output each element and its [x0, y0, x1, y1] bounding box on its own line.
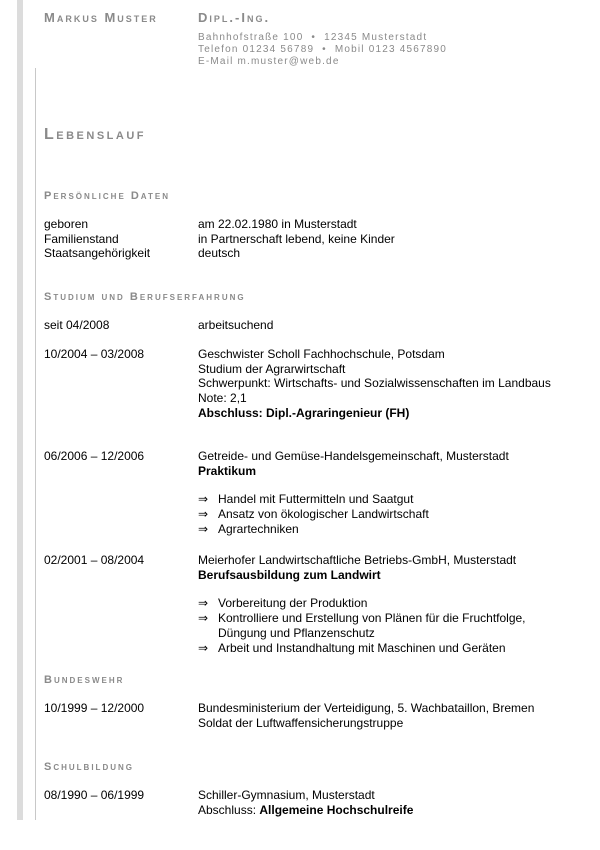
- arrow-icon: ⇒: [198, 596, 209, 611]
- task-list: [198, 596, 558, 655]
- military-line: Bundesministerium der Verteidigung, 5. Wachbataillon, Bremen: [198, 701, 535, 715]
- career-line: Studium der Agrarwirtschaft: [198, 361, 346, 376]
- task-item: ⇒ Vorbereitung der Produktion: [198, 596, 368, 611]
- military-period: 10/1999 – 12/2000: [44, 701, 145, 715]
- section-heading-military: Bundeswehr: [44, 674, 125, 686]
- military-line: Soldat der Luftwaffensicherungstruppe: [198, 715, 404, 730]
- personal-value: deutsch: [198, 246, 241, 261]
- school-degree: Abschluss: Allgemeine Hochschulreife: [198, 802, 414, 817]
- section-heading-personal: Persönliche Daten: [44, 190, 170, 202]
- contact-phone: Telefon 01234 56789 • Mobil 0123 4567890: [198, 44, 448, 55]
- arrow-icon: ⇒: [198, 640, 209, 655]
- personal-label: Staatsangehörigkeit: [44, 246, 151, 261]
- personal-value: am 22.02.1980 in Musterstadt: [198, 217, 357, 231]
- page-title: Lebenslauf: [44, 126, 146, 143]
- arrow-icon: ⇒: [198, 611, 209, 626]
- task-item: ⇒ Kontrolliere und Erstellung von Plänen für die Fruchtfolge, Düngung und Pflanzenschutz: [198, 611, 526, 640]
- career-role: Berufsausbildung zum Landwirt: [198, 567, 381, 582]
- career-role: Praktikum: [198, 463, 257, 478]
- task-item: ⇒ Arbeit und Instandhaltung mit Maschinen und Geräten: [198, 640, 506, 655]
- career-period: 06/2006 – 12/2006: [44, 449, 145, 463]
- applicant-name: Markus Muster: [44, 10, 158, 25]
- task-item: ⇒ Ansatz von ökologischer Landwirtschaft: [198, 507, 429, 522]
- career-degree: Abschluss: Dipl.-Agraringenieur (FH): [198, 405, 410, 420]
- task-list: [198, 492, 558, 536]
- arrow-icon: ⇒: [198, 521, 209, 536]
- career-line: Schwerpunkt: Wirtschafts- und Sozialwissenschaften im Landbaus: [198, 376, 551, 391]
- career-period: seit 04/2008: [44, 318, 110, 332]
- applicant-title: Dipl.-Ing.: [198, 10, 271, 25]
- personal-label: Familienstand: [44, 231, 119, 246]
- arrow-icon: ⇒: [198, 492, 209, 507]
- school-period: 08/1990 – 06/1999: [44, 788, 145, 802]
- personal-value: in Partnerschaft lebend, keine Kinder: [198, 231, 395, 246]
- section-heading-career: Studium und Berufserfahrung: [44, 291, 246, 303]
- left-margin-rule: [35, 68, 36, 820]
- left-margin-bar: [17, 0, 23, 820]
- contact-address: Bahnhofstraße 100 • 12345 Musterstadt: [198, 32, 428, 43]
- career-line: arbeitsuchend: [198, 318, 274, 332]
- task-item: ⇒ Agrartechniken: [198, 521, 299, 536]
- task-item: ⇒ Handel mit Futtermitteln und Saatgut: [198, 492, 414, 507]
- career-line: Getreide- und Gemüse-Handelsgemeinschaft, Musterstadt: [198, 449, 509, 463]
- section-heading-school: Schulbildung: [44, 761, 134, 773]
- career-line: Geschwister Scholl Fachhochschule, Potsdam: [198, 347, 445, 361]
- arrow-icon: ⇒: [198, 507, 209, 522]
- school-name: Schiller-Gymnasium, Musterstadt: [198, 788, 375, 802]
- career-line: Note: 2,1: [198, 391, 247, 406]
- personal-label: geboren: [44, 217, 89, 231]
- career-period: 02/2001 – 08/2004: [44, 553, 145, 567]
- contact-block: [198, 32, 447, 68]
- contact-email: E-Mail m.muster@web.de: [198, 56, 340, 67]
- career-period: 10/2004 – 03/2008: [44, 347, 145, 361]
- career-line: Meierhofer Landwirtschaftliche Betriebs-GmbH, Musterstadt: [198, 553, 517, 567]
